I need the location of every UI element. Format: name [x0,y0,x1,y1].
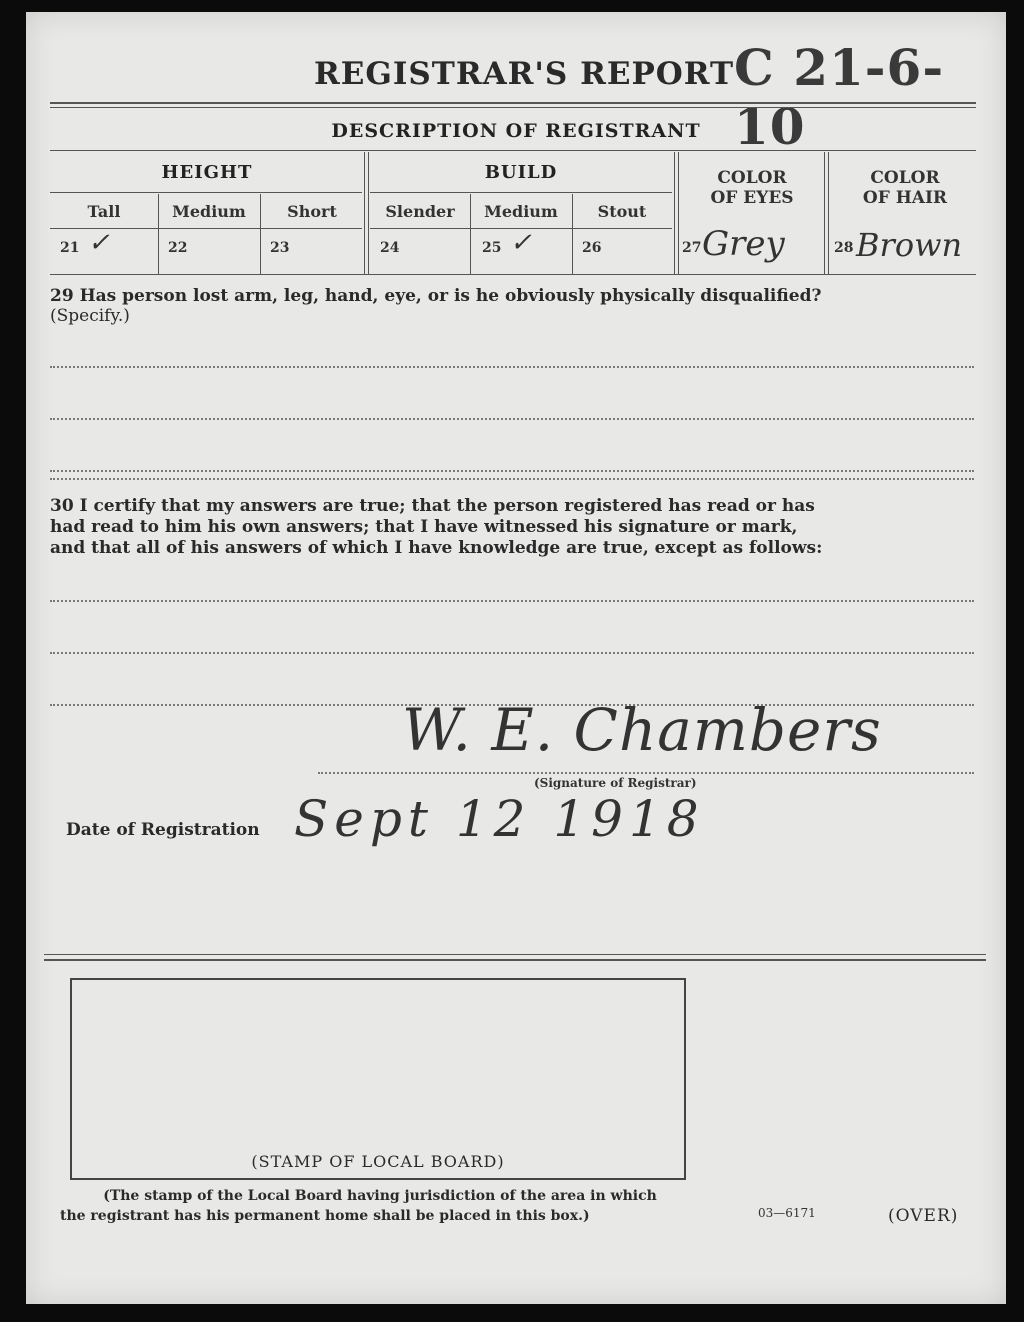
height-short-label: Short [287,202,337,221]
section-title: DESCRIPTION OF REGISTRANT [331,120,701,142]
divider-height-build [364,152,369,274]
answer-line [50,652,974,654]
form-code: 03—6171 [758,1206,816,1220]
registration-date-value: Sept 12 1918 [294,790,705,848]
hair-value: Brown [856,226,963,264]
build-medium-number: 25 [482,240,502,256]
hair-number: 28 [834,240,854,256]
hair-label-line1: COLOR [870,168,940,188]
build-stout-label: Stout [597,202,647,221]
eyes-value: Grey [702,224,785,264]
answer-line [50,470,974,472]
question-29-text: 29 Has person lost arm, leg, hand, eye, or is he obviously physically disqualified? [50,286,822,306]
hair-label-line2: OF HAIR [862,188,948,208]
build-header: BUILD [484,162,558,183]
question-30-line3: and that all of his answers of which I have knowledge are true, except as follows: [50,538,823,558]
build-sub-rule [370,192,672,193]
header-rule-thin [50,107,976,108]
stamp-note-line2: the registrant has his permanent home shall be placed in this box.) [60,1208,590,1224]
eyes-label-line1: COLOR [717,168,787,188]
answer-line [50,600,974,602]
build-stout-number: 26 [582,240,602,256]
height-medium-label: Medium [172,202,246,221]
build-medium-label: Medium [484,202,558,221]
signature-caption: (Signature of Registrar) [534,776,697,790]
build-slender-label: Slender [385,202,455,221]
answer-line [50,418,974,420]
over-indicator: (OVER) [888,1206,959,1226]
build-slender-number: 24 [380,240,400,256]
question-30-line2: had read to him his own answers; that I have witnessed his signature or mark, [50,517,798,537]
height-header: HEIGHT [161,162,253,183]
registration-card [26,12,1006,1304]
stamp-box [70,978,686,1180]
signature-line [318,772,974,774]
stamp-note-line1: (The stamp of the Local Board having jurisdiction of the area in which [103,1188,657,1204]
table-bottom-rule [50,274,976,275]
height-tall-label: Tall [87,202,121,221]
question-29-specify: (Specify.) [50,306,130,326]
registrar-signature: W. E. Chambers [402,696,882,764]
eyes-number: 27 [682,240,702,256]
divider-eyes-hair [824,152,829,274]
table-top-rule [50,150,976,151]
question-30-line1: 30 I certify that my answers are true; that the person registered has read or has [50,496,815,516]
answer-line [50,366,974,368]
stamp-label: (STAMP OF LOCAL BOARD) [251,1152,505,1171]
divider-build-eyes [674,152,679,274]
height-tall-number: 21 [60,240,80,256]
height-sub-rule [50,192,362,193]
height-tall-check: ✓ [88,228,110,258]
build-medium-check: ✓ [510,228,532,258]
report-title: REGISTRAR'S REPORT [314,56,735,92]
serial-number: C 21-6-10 [734,38,945,156]
height-medium-number: 22 [168,240,188,256]
header-rule [50,102,976,104]
registration-date-label: Date of Registration [66,820,260,840]
height-short-number: 23 [270,240,290,256]
bottom-rule-thick [44,959,986,961]
eyes-label-line2: OF EYES [710,188,794,208]
bottom-rule [44,954,986,955]
answer-line [50,478,974,480]
